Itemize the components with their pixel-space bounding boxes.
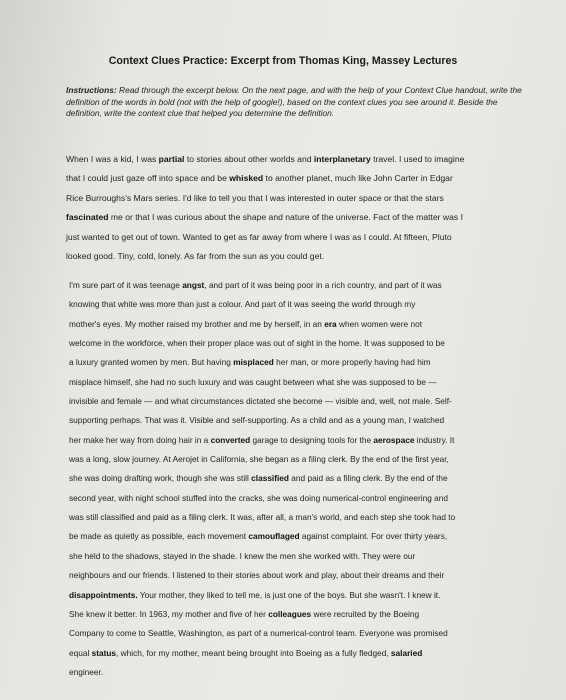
- text-line: [69, 353, 537, 372]
- text-run: looked good. Tiny, cold, lonely. As far from the sun as you could get.: [66, 251, 325, 262]
- text-run: second year, with night school stuffed into the cracks, she was doing numerical-control engineering and: [69, 492, 448, 503]
- text-run: a luxury granted women by men. But having: [69, 357, 234, 368]
- text-run: She knew it better. In 1963, my mother and five of her: [69, 608, 269, 619]
- instructions-label: Instructions:: [66, 85, 117, 95]
- text-run: industry. It: [414, 434, 455, 445]
- instructions-text: Read through the excerpt below. On the next page, and with the help of your Context Clue handout, write the definition of the words in bold (not with the help of google!), based on the context clues you see around it. Beside the definition, write the context clue that helped you determine the definition.: [66, 85, 522, 119]
- text-line: [69, 392, 537, 411]
- text-run: knowing that white was more than just a colour. And part of it was seeing the world through my: [69, 299, 416, 310]
- text-run: Your mother, they liked to tell me, is just one of the boys. But she wasn't. I knew it.: [137, 589, 441, 600]
- text-run: engineer.: [69, 666, 104, 677]
- text-run: be made as quietly as possible, each movement: [69, 531, 249, 542]
- text-line: [69, 315, 537, 334]
- bold-vocabulary-word: partial: [158, 154, 185, 164]
- text-line: [69, 547, 537, 566]
- bold-vocabulary-word: interplanetary: [313, 154, 371, 164]
- text-line: [66, 247, 534, 266]
- text-run: welcome in the workforce, when their proper place was out of sight in the home. It was supposed to be: [69, 338, 445, 349]
- text-run: misplace himself, she had no such luxury and was caught between what she was supposed to be —: [69, 376, 437, 387]
- text-line: [69, 527, 537, 546]
- text-line: [69, 663, 537, 682]
- bold-vocabulary-word: misplaced: [233, 357, 274, 368]
- text-line: [69, 605, 537, 624]
- bold-vocabulary-word: era: [324, 318, 337, 329]
- text-run: when women were not: [336, 318, 423, 329]
- text-line: [69, 431, 537, 450]
- text-run: her make her way from doing hair in a: [69, 434, 211, 445]
- text-run: invisible and female — and what circumstances dictated she become — visible and, well, not male. Self-: [69, 396, 452, 407]
- bold-vocabulary-word: disappointments.: [69, 589, 138, 600]
- text-run: supporting perhaps. That was it. Visible and self-supporting. As a child and as a young man, I watched: [69, 415, 445, 426]
- text-line: [69, 450, 537, 469]
- text-line: [69, 566, 537, 585]
- text-run: , and part of it was being poor in a rich country, and part of it was: [204, 280, 442, 290]
- text-run: to stories about other worlds and: [184, 154, 314, 164]
- text-run: was still classified and paid as a filing clerk. It was, after all, a man's world, and each step she took had to: [69, 512, 456, 523]
- text-run: Rice Burroughs's Mars series. I'd like to tell you that I was interested in outer space or that the stars: [66, 192, 444, 203]
- bold-vocabulary-word: status: [91, 647, 117, 658]
- text-run: Company to come to Seattle, Washington, as part of a numerical-control team. Everyone was promised: [69, 628, 448, 639]
- text-run: , which, for my mother, meant being brought into Boeing as a fully fledged,: [116, 647, 391, 658]
- text-line: [66, 189, 534, 208]
- bold-vocabulary-word: colleagues: [268, 608, 312, 619]
- bold-vocabulary-word: aerospace: [373, 434, 415, 445]
- bold-vocabulary-word: whisked: [229, 173, 264, 184]
- bold-vocabulary-word: camouflaged: [248, 531, 300, 542]
- text-run: I'm sure part of it was teenage: [69, 280, 183, 290]
- bold-vocabulary-word: salaried: [390, 647, 423, 658]
- text-line: [66, 169, 534, 188]
- text-run: garage to designing tools for the: [250, 434, 374, 445]
- text-line: [69, 334, 537, 353]
- text-run: just wanted to get out of town. Wanted to get as far away from where I was as I could. At fifteen, Pluto: [66, 231, 452, 242]
- text-run: were recruited by the Boeing: [311, 608, 420, 619]
- bold-vocabulary-word: converted: [210, 434, 251, 445]
- text-line: [66, 228, 534, 247]
- text-line: [66, 208, 534, 227]
- bold-vocabulary-word: fascinated: [66, 212, 109, 223]
- text-run: neighbours and our friends. I listened to their stories about work and play, about their dreams and their: [69, 570, 445, 581]
- text-run: travel. I used to imagine: [370, 154, 465, 164]
- text-run: and paid as a filing clerk. By the end of the: [289, 473, 448, 484]
- bold-vocabulary-word: angst: [182, 280, 205, 290]
- text-line: [69, 508, 537, 527]
- text-run: When I was a kid, I was: [66, 154, 159, 164]
- text-run: was a long, slow journey. At Aerojet in California, she began as a filing clerk. By the end of the first year,: [69, 454, 449, 465]
- text-run: that I could just gaze off into space and be: [66, 173, 230, 184]
- text-line: [69, 586, 537, 605]
- bold-vocabulary-word: classified: [251, 473, 289, 484]
- text-run: equal: [69, 647, 92, 658]
- text-run: she held to the shadows, stayed in the shade. I knew the men she worked with. They were our: [69, 550, 416, 561]
- document-title: Context Clues Practice: Excerpt from Thomas King, Massey Lectures: [108, 55, 458, 67]
- excerpt-paragraph-1: [66, 150, 534, 266]
- text-run: against complaint. For over thirty years,: [299, 531, 448, 542]
- instructions-block: [66, 85, 528, 120]
- text-run: she was doing drafting work, though she was still: [69, 473, 252, 484]
- text-line: [69, 373, 537, 392]
- text-run: me or that I was curious about the shape and nature of the universe. Fact of the matter was I: [108, 212, 463, 223]
- text-line: [69, 276, 537, 295]
- text-line: [69, 489, 537, 508]
- text-line: [69, 411, 537, 430]
- text-line: [69, 469, 537, 488]
- text-run: to another planet, much like John Carter in Edgar: [263, 173, 453, 184]
- text-line: [69, 624, 537, 643]
- text-run: mother's eyes. My mother raised my brother and me by herself, in an: [69, 318, 325, 329]
- text-line: [69, 644, 537, 663]
- text-line: [66, 150, 534, 169]
- text-line: [69, 295, 537, 314]
- text-run: her man, or more properly having had him: [273, 357, 431, 368]
- excerpt-paragraph-2: [69, 276, 537, 682]
